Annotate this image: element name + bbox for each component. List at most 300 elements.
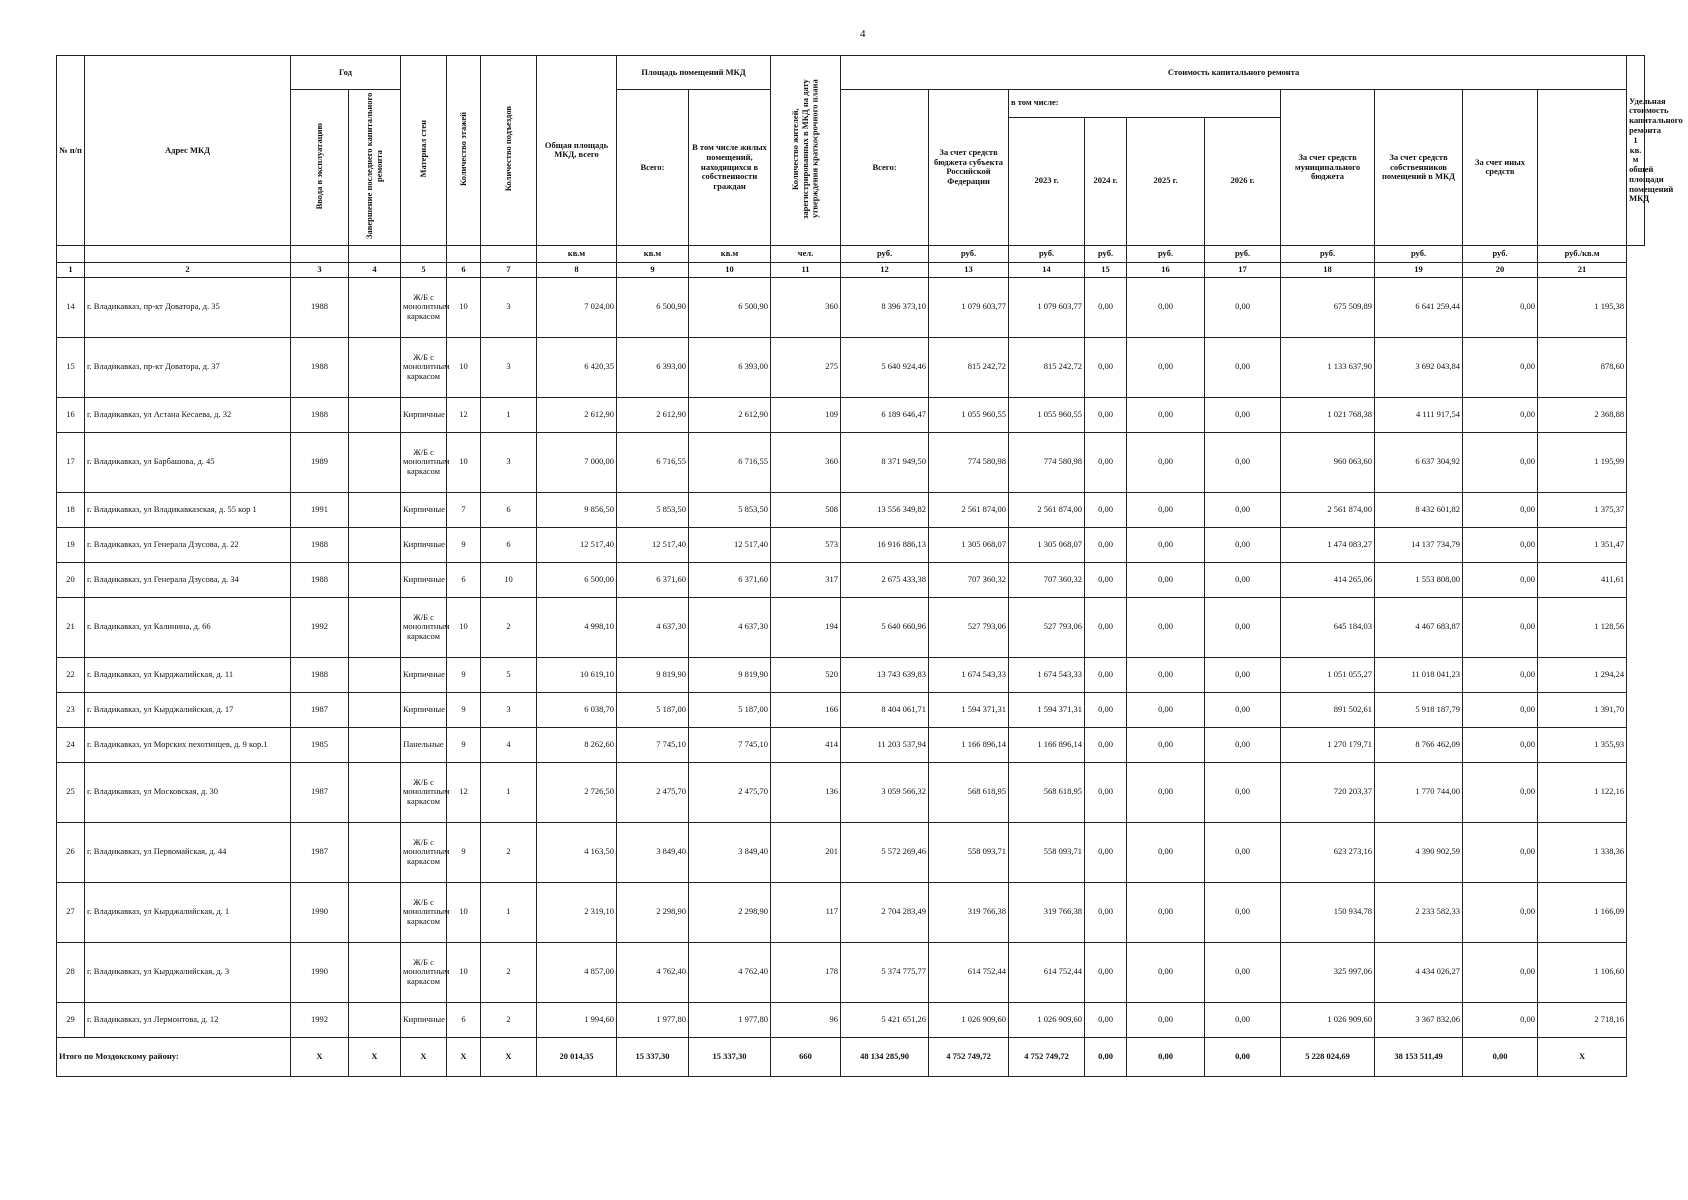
row-cost-owners: 2 233 582,33: [1375, 882, 1463, 942]
row-cost-other: 0,00: [1463, 942, 1538, 1002]
total-cost-2026: 0,00: [1205, 1037, 1281, 1076]
row-residential: 2 298,90: [689, 882, 771, 942]
row-year: 1990: [291, 882, 349, 942]
row-residential: 12 517,40: [689, 527, 771, 562]
row-residential: 9 819,90: [689, 657, 771, 692]
row-cost-owners: 3 367 832,06: [1375, 1002, 1463, 1037]
column-number: 19: [1375, 262, 1463, 277]
total-material: X: [401, 1037, 447, 1076]
row-cost-2024: 0,00: [1085, 657, 1127, 692]
row-cost-2025: 0,00: [1127, 822, 1205, 882]
row-cost-2025: 0,00: [1127, 762, 1205, 822]
table-row: [57, 657, 1645, 692]
header-premises-residential: В том числе жилых помещений, находящихся в собственности граждан: [689, 90, 771, 246]
row-cost: 5 640 660,96: [841, 597, 929, 657]
header-num: № п/п: [57, 56, 85, 246]
unit-cell: кв.м: [617, 245, 689, 262]
row-cost-other: 0,00: [1463, 882, 1538, 942]
row-residents: 166: [771, 692, 841, 727]
row-floors: 9: [447, 727, 481, 762]
row-cost-municipal: 325 997,06: [1281, 942, 1375, 1002]
row-cost-2023: 1 079 603,77: [1009, 277, 1085, 337]
row-last-repair: [349, 822, 401, 882]
row-cost-2025: 0,00: [1127, 942, 1205, 1002]
row-cost-municipal: 1 026 909,60: [1281, 1002, 1375, 1037]
row-year: 1988: [291, 562, 349, 597]
row-unit-cost: 878,60: [1538, 337, 1627, 397]
row-entrances: 6: [481, 527, 537, 562]
row-residential: 3 849,40: [689, 822, 771, 882]
row-premises: 4 637,30: [617, 597, 689, 657]
row-material: Ж/Б с монолитным каркасом: [401, 597, 447, 657]
row-floors: 6: [447, 562, 481, 597]
row-cost-owners: 6 637 304,92: [1375, 432, 1463, 492]
row-year: 1988: [291, 397, 349, 432]
row-residential: 6 500,90: [689, 277, 771, 337]
column-number: 12: [841, 262, 929, 277]
total-row: [57, 1037, 1645, 1076]
row-cost-2023: 1 594 371,31: [1009, 692, 1085, 727]
row-cost-municipal: 2 561 874,00: [1281, 492, 1375, 527]
total-cost: 48 134 285,90: [841, 1037, 929, 1076]
header-premises-total: Всего:: [617, 90, 689, 246]
row-address: г. Владикавказ, ул Лермонтова, д. 12: [85, 1002, 291, 1037]
row-residents: 317: [771, 562, 841, 597]
row-cost-municipal: 1 474 083,27: [1281, 527, 1375, 562]
row-floors: 9: [447, 657, 481, 692]
total-entrances: X: [481, 1037, 537, 1076]
row-cost: 8 404 061,71: [841, 692, 929, 727]
row-cost-other: 0,00: [1463, 692, 1538, 727]
row-cost-2024: 0,00: [1085, 337, 1127, 397]
row-cost: 16 916 886,13: [841, 527, 929, 562]
table-row: [57, 1002, 1645, 1037]
row-last-repair: [349, 882, 401, 942]
row-address: г. Владикавказ, ул Генерала Дзусова, д. 22: [85, 527, 291, 562]
row-total-area: 8 262,60: [537, 727, 617, 762]
table-row: [57, 397, 1645, 432]
row-address: г. Владикавказ, ул Генерала Дзусова, д. 34: [85, 562, 291, 597]
row-material: Кирпичные: [401, 492, 447, 527]
row-cost-2024: 0,00: [1085, 882, 1127, 942]
row-unit-cost: 1 391,70: [1538, 692, 1627, 727]
row-premises: 2 298,90: [617, 882, 689, 942]
column-number: 14: [1009, 262, 1085, 277]
row-cost-2025: 0,00: [1127, 562, 1205, 597]
row-cost-2026: 0,00: [1205, 942, 1281, 1002]
row-premises: 6 716,55: [617, 432, 689, 492]
row-cost-other: 0,00: [1463, 762, 1538, 822]
row-number: 26: [57, 822, 85, 882]
column-number: 4: [349, 262, 401, 277]
row-material: Кирпичные: [401, 657, 447, 692]
header-cost: Стоимость капитального ремонта: [841, 56, 1627, 90]
row-last-repair: [349, 277, 401, 337]
row-cost-2023: 568 618,95: [1009, 762, 1085, 822]
table-row: [57, 882, 1645, 942]
row-floors: 12: [447, 397, 481, 432]
row-total-area: 4 163,50: [537, 822, 617, 882]
row-cost-2026: 0,00: [1205, 492, 1281, 527]
row-premises: 6 393,00: [617, 337, 689, 397]
row-unit-cost: 1 338,36: [1538, 822, 1627, 882]
row-cost-region: 568 618,95: [929, 762, 1009, 822]
header-cost-other: За счет иных средств: [1463, 90, 1538, 246]
row-cost-2023: 707 360,32: [1009, 562, 1085, 597]
row-cost-2025: 0,00: [1127, 337, 1205, 397]
row-material: Ж/Б с монолитным каркасом: [401, 942, 447, 1002]
row-cost-municipal: 1 021 768,38: [1281, 397, 1375, 432]
row-cost-2024: 0,00: [1085, 562, 1127, 597]
row-material: Ж/Б с монолитным каркасом: [401, 762, 447, 822]
row-cost-region: 558 093,71: [929, 822, 1009, 882]
row-address: г. Владикавказ, пр-кт Доватора, д. 35: [85, 277, 291, 337]
row-year: 1987: [291, 762, 349, 822]
header-entrances: Количество подъездов: [481, 56, 537, 246]
unit-cell: руб.: [1281, 245, 1375, 262]
column-number: 9: [617, 262, 689, 277]
column-number: 5: [401, 262, 447, 277]
row-cost-2024: 0,00: [1085, 397, 1127, 432]
total-cost-2025: 0,00: [1127, 1037, 1205, 1076]
row-address: г. Владикавказ, ул Первомайская, д. 44: [85, 822, 291, 882]
row-number: 20: [57, 562, 85, 597]
table-row: [57, 692, 1645, 727]
row-cost-region: 1 305 068,07: [929, 527, 1009, 562]
row-total-area: 1 994,60: [537, 1002, 617, 1037]
total-premises: 15 337,30: [617, 1037, 689, 1076]
row-unit-cost: 1 166,09: [1538, 882, 1627, 942]
row-cost-2024: 0,00: [1085, 727, 1127, 762]
unit-cell: руб./кв.м: [1538, 245, 1627, 262]
column-number: 17: [1205, 262, 1281, 277]
row-address: г. Владикавказ, ул Кырджалийская, д. 11: [85, 657, 291, 692]
row-cost: 8 371 949,50: [841, 432, 929, 492]
row-address: г. Владикавказ, ул Калинина, д. 66: [85, 597, 291, 657]
row-number: 16: [57, 397, 85, 432]
row-material: Ж/Б с монолитным каркасом: [401, 277, 447, 337]
row-cost-2024: 0,00: [1085, 692, 1127, 727]
total-cost-2023: 4 752 749,72: [1009, 1037, 1085, 1076]
column-number: 7: [481, 262, 537, 277]
row-cost: 5 421 651,26: [841, 1002, 929, 1037]
header-cost-municipal: За счет средств муниципального бюджета: [1281, 90, 1375, 246]
row-residents: 194: [771, 597, 841, 657]
unit-cell: чел.: [771, 245, 841, 262]
row-unit-cost: 1 351,47: [1538, 527, 1627, 562]
page-number: 4: [860, 28, 866, 40]
row-cost-2026: 0,00: [1205, 822, 1281, 882]
column-number: 16: [1127, 262, 1205, 277]
row-last-repair: [349, 1002, 401, 1037]
row-cost-2024: 0,00: [1085, 527, 1127, 562]
row-premises: 2 475,70: [617, 762, 689, 822]
table-row: [57, 822, 1645, 882]
row-total-area: 12 517,40: [537, 527, 617, 562]
row-floors: 12: [447, 762, 481, 822]
total-unit-cost: X: [1538, 1037, 1627, 1076]
row-cost-other: 0,00: [1463, 597, 1538, 657]
total-label: Итого по Моздокскому району:: [57, 1037, 291, 1076]
row-cost-2024: 0,00: [1085, 492, 1127, 527]
row-last-repair: [349, 657, 401, 692]
row-unit-cost: 1 106,60: [1538, 942, 1627, 1002]
row-residential: 2 475,70: [689, 762, 771, 822]
row-cost-region: 527 793,06: [929, 597, 1009, 657]
row-last-repair: [349, 762, 401, 822]
row-unit-cost: 1 195,99: [1538, 432, 1627, 492]
row-number: 27: [57, 882, 85, 942]
row-number: 19: [57, 527, 85, 562]
row-residential: 5 853,50: [689, 492, 771, 527]
total-last-repair: X: [349, 1037, 401, 1076]
header-premises-area: Площадь помещений МКД: [617, 56, 771, 90]
row-last-repair: [349, 337, 401, 397]
row-number: 22: [57, 657, 85, 692]
row-floors: 10: [447, 337, 481, 397]
row-cost-municipal: 150 934,78: [1281, 882, 1375, 942]
row-cost: 13 743 639,83: [841, 657, 929, 692]
row-cost-municipal: 414 265,06: [1281, 562, 1375, 597]
row-cost-2026: 0,00: [1205, 1002, 1281, 1037]
row-residential: 4 637,30: [689, 597, 771, 657]
row-year: 1985: [291, 727, 349, 762]
row-unit-cost: 2 718,16: [1538, 1002, 1627, 1037]
row-cost-2023: 558 093,71: [1009, 822, 1085, 882]
row-entrances: 1: [481, 882, 537, 942]
total-residential: 15 337,30: [689, 1037, 771, 1076]
row-year: 1992: [291, 597, 349, 657]
row-material: Ж/Б с монолитным каркасом: [401, 882, 447, 942]
row-cost-2026: 0,00: [1205, 432, 1281, 492]
unit-cell: руб.: [1009, 245, 1085, 262]
row-premises: 5 853,50: [617, 492, 689, 527]
header-cost-region: За счет средств бюджета субъекта Российской Федерации: [929, 90, 1009, 246]
total-cost-region: 4 752 749,72: [929, 1037, 1009, 1076]
column-number: 13: [929, 262, 1009, 277]
total-cost-other: 0,00: [1463, 1037, 1538, 1076]
row-number: 24: [57, 727, 85, 762]
row-residential: 6 393,00: [689, 337, 771, 397]
row-premises: 7 745,10: [617, 727, 689, 762]
row-floors: 7: [447, 492, 481, 527]
row-cost-2024: 0,00: [1085, 762, 1127, 822]
header-cost-total: Всего:: [841, 90, 929, 246]
row-entrances: 2: [481, 1002, 537, 1037]
unit-cell: руб.: [1205, 245, 1281, 262]
row-entrances: 1: [481, 397, 537, 432]
row-total-area: 10 619,10: [537, 657, 617, 692]
row-cost-2026: 0,00: [1205, 762, 1281, 822]
row-material: Ж/Б с монолитным каркасом: [401, 822, 447, 882]
row-cost-municipal: 720 203,37: [1281, 762, 1375, 822]
row-floors: 10: [447, 432, 481, 492]
row-cost-region: 1 674 543,33: [929, 657, 1009, 692]
row-address: г. Владикавказ, ул Морских пехотинцев, д. 9 кор.1: [85, 727, 291, 762]
column-number: 11: [771, 262, 841, 277]
unit-cell: кв.м: [689, 245, 771, 262]
total-floors: X: [447, 1037, 481, 1076]
row-cost: 13 556 349,82: [841, 492, 929, 527]
row-address: г. Владикавказ, пр-кт Доватора, д. 37: [85, 337, 291, 397]
row-cost-2026: 0,00: [1205, 657, 1281, 692]
column-number: 18: [1281, 262, 1375, 277]
row-total-area: 7 000,00: [537, 432, 617, 492]
row-last-repair: [349, 562, 401, 597]
table-row: [57, 432, 1645, 492]
row-cost-owners: 4 390 902,59: [1375, 822, 1463, 882]
header-total-area: Общая площадь МКД, всего: [537, 56, 617, 246]
row-cost-2023: 319 766,38: [1009, 882, 1085, 942]
row-address: г. Владикавказ, ул Кырджалийская, д. 1: [85, 882, 291, 942]
unit-cell: кв.м: [537, 245, 617, 262]
unit-cell: руб.: [1127, 245, 1205, 262]
row-cost-other: 0,00: [1463, 727, 1538, 762]
row-floors: 10: [447, 597, 481, 657]
row-premises: 3 849,40: [617, 822, 689, 882]
row-cost-region: 319 766,38: [929, 882, 1009, 942]
total-cost-2024: 0,00: [1085, 1037, 1127, 1076]
row-floors: 10: [447, 942, 481, 1002]
row-last-repair: [349, 727, 401, 762]
row-number: 28: [57, 942, 85, 1002]
row-floors: 9: [447, 527, 481, 562]
table-row: [57, 562, 1645, 597]
row-last-repair: [349, 692, 401, 727]
row-cost-2023: 2 561 874,00: [1009, 492, 1085, 527]
row-cost-other: 0,00: [1463, 337, 1538, 397]
header-year-last-repair: Завершение последнего капитального ремонта: [349, 90, 401, 246]
table-body: [57, 277, 1645, 1037]
header-cost-owners: За счет средств собственников помещений в МКД: [1375, 90, 1463, 246]
total-cost-owners: 38 153 511,49: [1375, 1037, 1463, 1076]
row-cost-region: 1 166 896,14: [929, 727, 1009, 762]
column-number: 21: [1538, 262, 1627, 277]
row-material: Кирпичные: [401, 1002, 447, 1037]
table-row: [57, 277, 1645, 337]
row-cost-owners: 1 770 744,00: [1375, 762, 1463, 822]
row-entrances: 2: [481, 597, 537, 657]
row-material: Панельные: [401, 727, 447, 762]
row-residents: 360: [771, 277, 841, 337]
row-unit-cost: 411,61: [1538, 562, 1627, 597]
row-residents: 414: [771, 727, 841, 762]
total-cost-municipal: 5 228 024,69: [1281, 1037, 1375, 1076]
row-floors: 10: [447, 277, 481, 337]
row-cost-2026: 0,00: [1205, 397, 1281, 432]
row-entrances: 4: [481, 727, 537, 762]
row-cost-other: 0,00: [1463, 492, 1538, 527]
row-entrances: 6: [481, 492, 537, 527]
row-cost-municipal: 1 270 179,71: [1281, 727, 1375, 762]
row-cost-2024: 0,00: [1085, 1002, 1127, 1037]
row-cost-region: 1 079 603,77: [929, 277, 1009, 337]
row-cost-2026: 0,00: [1205, 527, 1281, 562]
header-2026: 2026 г.: [1205, 117, 1281, 245]
row-unit-cost: 1 122,16: [1538, 762, 1627, 822]
row-last-repair: [349, 397, 401, 432]
column-number: 10: [689, 262, 771, 277]
row-cost-owners: 14 137 734,79: [1375, 527, 1463, 562]
row-cost-2023: 614 752,44: [1009, 942, 1085, 1002]
row-cost-2023: 1 026 909,60: [1009, 1002, 1085, 1037]
unit-cell: руб.: [841, 245, 929, 262]
row-residents: 573: [771, 527, 841, 562]
row-cost-2024: 0,00: [1085, 597, 1127, 657]
row-material: Ж/Б с монолитным каркасом: [401, 432, 447, 492]
row-total-area: 9 856,50: [537, 492, 617, 527]
row-cost-other: 0,00: [1463, 822, 1538, 882]
row-cost-2025: 0,00: [1127, 492, 1205, 527]
row-residents: 275: [771, 337, 841, 397]
row-total-area: 4 998,10: [537, 597, 617, 657]
row-cost-2024: 0,00: [1085, 822, 1127, 882]
row-premises: 4 762,40: [617, 942, 689, 1002]
row-cost-municipal: 645 184,03: [1281, 597, 1375, 657]
row-unit-cost: 1 375,37: [1538, 492, 1627, 527]
row-address: г. Владикавказ, ул Астана Кесаева, д. 32: [85, 397, 291, 432]
row-floors: 10: [447, 882, 481, 942]
row-cost-2025: 0,00: [1127, 597, 1205, 657]
row-cost-2023: 1 166 896,14: [1009, 727, 1085, 762]
row-cost-region: 774 580,98: [929, 432, 1009, 492]
column-numbers-row: [57, 262, 1645, 277]
row-entrances: 1: [481, 762, 537, 822]
row-last-repair: [349, 527, 401, 562]
row-entrances: 3: [481, 337, 537, 397]
row-cost-region: 707 360,32: [929, 562, 1009, 597]
row-residents: 508: [771, 492, 841, 527]
row-unit-cost: 1 195,38: [1538, 277, 1627, 337]
row-cost-owners: 5 918 187,79: [1375, 692, 1463, 727]
table-row: [57, 762, 1645, 822]
row-number: 18: [57, 492, 85, 527]
row-cost-other: 0,00: [1463, 527, 1538, 562]
row-year: 1988: [291, 657, 349, 692]
header-year-commission: Ввода в эксплуатацию: [291, 90, 349, 246]
row-cost-2025: 0,00: [1127, 397, 1205, 432]
row-premises: 2 612,90: [617, 397, 689, 432]
row-number: 23: [57, 692, 85, 727]
row-cost-2025: 0,00: [1127, 727, 1205, 762]
unit-cell: руб.: [1085, 245, 1127, 262]
table-row: [57, 492, 1645, 527]
row-cost-owners: 11 018 041,23: [1375, 657, 1463, 692]
table-row: [57, 942, 1645, 1002]
row-cost: 5 374 775,77: [841, 942, 929, 1002]
row-premises: 5 187,00: [617, 692, 689, 727]
row-entrances: 3: [481, 432, 537, 492]
row-residents: 520: [771, 657, 841, 692]
row-total-area: 2 726,50: [537, 762, 617, 822]
unit-cell: руб.: [1463, 245, 1538, 262]
row-cost-2026: 0,00: [1205, 562, 1281, 597]
row-cost-2025: 0,00: [1127, 432, 1205, 492]
row-floors: 6: [447, 1002, 481, 1037]
row-entrances: 10: [481, 562, 537, 597]
row-premises: 6 500,90: [617, 277, 689, 337]
row-address: г. Владикавказ, ул Кырджалийская, д. 3: [85, 942, 291, 1002]
row-cost: 5 572 269,46: [841, 822, 929, 882]
row-cost-2024: 0,00: [1085, 432, 1127, 492]
row-residents: 201: [771, 822, 841, 882]
row-premises: 1 977,80: [617, 1002, 689, 1037]
row-cost-2023: 774 580,98: [1009, 432, 1085, 492]
table-row: [57, 597, 1645, 657]
row-cost-owners: 3 692 043,84: [1375, 337, 1463, 397]
row-last-repair: [349, 942, 401, 1002]
row-cost-2026: 0,00: [1205, 692, 1281, 727]
